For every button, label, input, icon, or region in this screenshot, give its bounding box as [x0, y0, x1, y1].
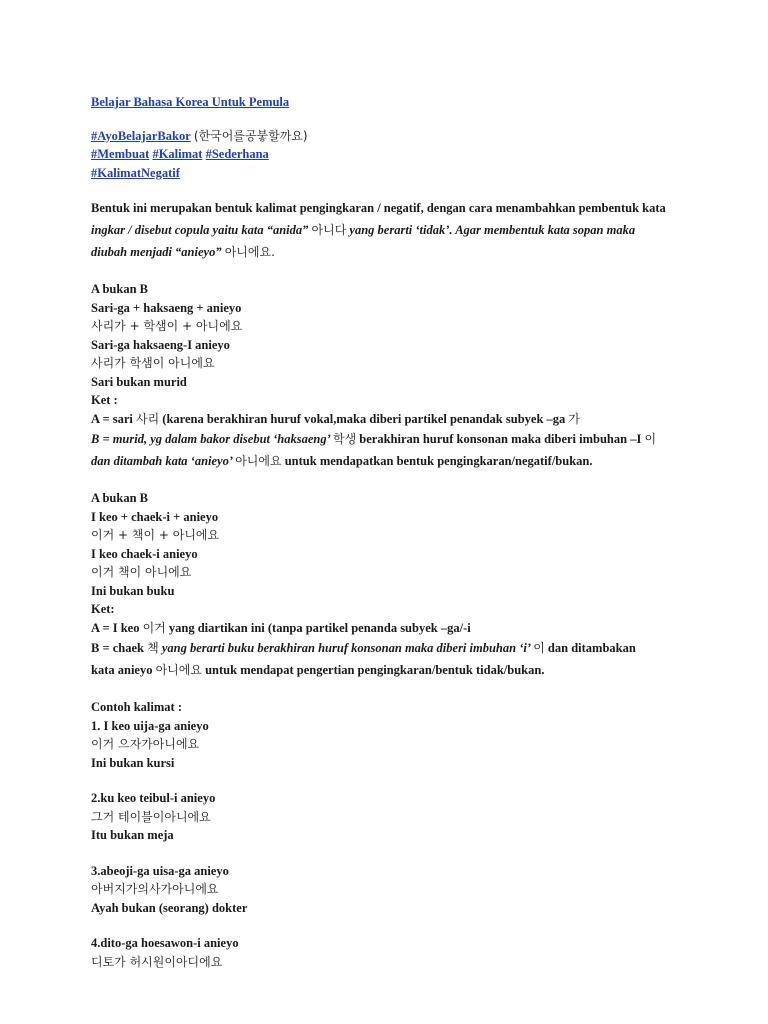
section1-b-line: B = murid, yg dalam bakor disebut ‘haksaeng’ 학생 berakhiran huruf konsonan maka diberi imbuhan –I 이	[91, 432, 657, 446]
example-meaning: Itu bukan meja	[91, 828, 174, 842]
intro-line-3: diubah menjadi “anieyo” 아니에요.	[91, 245, 275, 259]
example-korean: 아버지가의사가아니에요	[91, 882, 219, 896]
section2-heading: A bukan B	[91, 491, 148, 505]
example-roman: 3.abeoji-ga uisa-ga anieyo	[91, 863, 229, 878]
intro-line-2: ingkar / disebut copula yaitu kata “anida” 아니다 yang berarti ‘tidak’. Agar membentuk kata sopan maka	[91, 223, 636, 237]
example-meaning: Ini bukan kursi	[91, 755, 175, 770]
spacer	[91, 681, 691, 698]
section2-meaning: Ini bukan buku	[91, 583, 175, 598]
hashtag-membuat-link[interactable]: #Membuat	[91, 147, 150, 161]
example-item	[91, 862, 691, 918]
section2-ket: Ket:	[91, 602, 115, 616]
example-korean: 디토가 허시원이아디에요	[91, 954, 223, 969]
section2-b-line-2: kata anieyo 아니에요 untuk mendapat pengertian pengingkaran/bentuk tidak/bukan.	[91, 663, 545, 677]
section2-sentence: I keo chaek-i anieyo	[91, 546, 198, 561]
section2-formula-korean: 이거 + 책이 + 아니에요	[91, 528, 220, 542]
document-content	[91, 93, 691, 971]
section1-sentence-korean: 사리가 학샘이 아니에요	[91, 356, 215, 370]
hashtag-line-2	[91, 145, 691, 164]
example-roman: 4.dito-ga hoesawon-i anieyo	[91, 936, 239, 950]
hashtag-korean-text: (한국어를공붛할까요)	[193, 128, 308, 143]
example-meaning: Ayah bukan (seorang) dokter	[91, 900, 248, 915]
section2-formula: I keo + chaek-i + anieyo	[91, 509, 219, 524]
section1-formula-korean: 사리가 + 학샘이 + 아니에요	[91, 319, 243, 333]
hashtag-line-1	[91, 127, 691, 146]
example-korean: 그거 테이블이아니에요	[91, 809, 211, 824]
example-roman: 1. I keo uija-ga anieyo	[91, 718, 209, 733]
example-item	[91, 934, 691, 971]
section1-heading: A bukan B	[91, 282, 148, 296]
spacer	[91, 772, 691, 789]
section1-formula: Sari-ga + haksaeng + anieyo	[91, 300, 242, 315]
section1-a-line: A = sari 사리 (karena berakhiran huruf vokal,maka diberi partikel penandak subyek –ga 가	[91, 411, 580, 426]
section1-b-line-2: dan ditambah kata ‘anieyo’ 아니에요 untuk mendapatkan bentuk pengingkaran/negatif/bukan.	[91, 454, 593, 468]
example-item	[91, 717, 691, 773]
section2-b-line: B = chaek 책 yang berarti buku berakhiran huruf konsonan maka diberi imbuhan ‘i’ 이 dan ditambakan	[91, 641, 636, 655]
section2-sentence-korean: 이거 책이 아니에요	[91, 565, 192, 579]
section1-sentence: Sari-ga haksaeng-I anieyo	[91, 337, 230, 352]
hashtag-sederhana-link[interactable]: #Sederhana	[205, 147, 269, 161]
example-korean: 이거 으자가아니에요	[91, 737, 200, 751]
example-item	[91, 789, 691, 845]
section1-meaning: Sari bukan murid	[91, 374, 187, 389]
spacer	[91, 472, 691, 489]
spacer	[91, 182, 691, 197]
section1-ket: Ket :	[91, 393, 118, 407]
hashtag-kalimatnegatif-link[interactable]: #KalimatNegatif	[91, 165, 180, 180]
spacer	[91, 917, 691, 934]
spacer	[91, 112, 691, 127]
intro-line-1: Bentuk ini merupakan bentuk kalimat pengingkaran / negatif, dengan cara menambahkan pembentuk kata	[91, 201, 666, 215]
examples-heading: Contoh kalimat :	[91, 700, 182, 714]
section2-a-line: A = I keo 이거 yang diartikan ini (tanpa partikel penanda subyek –ga/-i	[91, 620, 471, 635]
example-roman: 2.ku keo teibul-i anieyo	[91, 791, 216, 805]
hashtag-kalimat-link[interactable]: #Kalimat	[152, 147, 203, 161]
title-link[interactable]: Belajar Bahasa Korea Untuk Pemula	[91, 95, 290, 109]
spacer	[91, 845, 691, 862]
spacer	[91, 263, 691, 280]
hashtag-ayobelajarbakor-link[interactable]: #AyoBelajarBakor	[91, 128, 191, 143]
